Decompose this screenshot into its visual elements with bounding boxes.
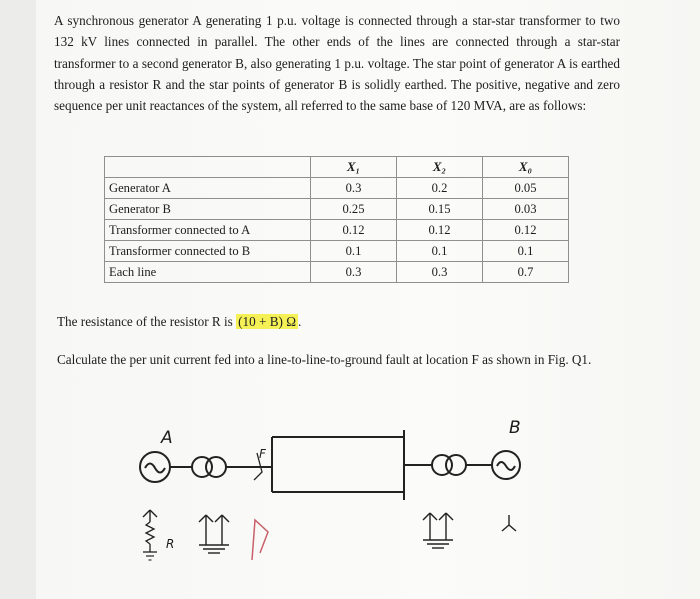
cell-x0: 0.03 [483,199,569,220]
resistance-prefix: The resistance of the resistor R is [57,314,237,329]
task-statement: Calculate the per unit current fed into a line-to-line-to-ground fault at location F as shown in Fig. Q1. [57,352,592,367]
transformer-a-secondary-coil [206,457,226,477]
cell-x2: 0.1 [397,241,483,262]
resistance-value-highlight: (10 + B) Ω [238,314,296,329]
row-label: Generator A [105,178,311,199]
cell-x1: 0.1 [311,241,397,262]
cell-x2: 0.3 [397,262,483,283]
row-label: Transformer connected to A [105,220,311,241]
table-header-x0: X₀ [483,157,569,178]
fault-location-label: F [259,447,266,461]
generator-a-sine-icon [145,464,165,473]
cell-x0: 0.05 [483,178,569,199]
table-header-x2: X₂ [397,157,483,178]
transformer-a-grounds [199,515,229,553]
cell-x0: 0.1 [483,241,569,262]
cell-x0: 0.12 [483,220,569,241]
row-label: Generator B [105,199,311,220]
cell-x1: 0.12 [311,220,397,241]
gen-a-star-left [143,510,150,517]
generator-a-label: A [161,428,173,448]
cell-x2: 0.15 [397,199,483,220]
generator-b-star-icon [502,515,516,531]
cell-x0: 0.7 [483,262,569,283]
resistor-r-icon [146,522,154,544]
gen-a-star-right [150,510,157,517]
generator-b-sine-icon [497,462,515,470]
cell-x1: 0.25 [311,199,397,220]
row-label: Each line [105,262,311,283]
cell-x1: 0.3 [311,178,397,199]
problem-statement: A synchronous generator A generating 1 p.u. voltage is connected through a star-star transformer to two 132 kV lines connected in parallel. The other ends of the lines are connected through a star-star transformer to a second generator B, also generating 1 p.u. voltage. The star point of generator A is earthed through a resistor R and the star points of generator B is solidly earthed. The positive, negative and zero sequence per unit reactances of the system, all referred to the same base of 120 MVA, are as follows: [54,13,620,114]
row-label: Transformer connected to B [105,241,311,262]
generator-b-label: B [509,418,521,438]
cell-x1: 0.3 [311,262,397,283]
transformer-b-secondary-coil [446,455,466,475]
resistor-label: R [166,537,175,551]
table-header-x1: X₁ [311,157,397,178]
cell-x2: 0.12 [397,220,483,241]
transformer-b-grounds [423,513,453,548]
cell-x2: 0.2 [397,178,483,199]
resistance-suffix: . [298,314,302,329]
fault-marker [252,520,268,560]
